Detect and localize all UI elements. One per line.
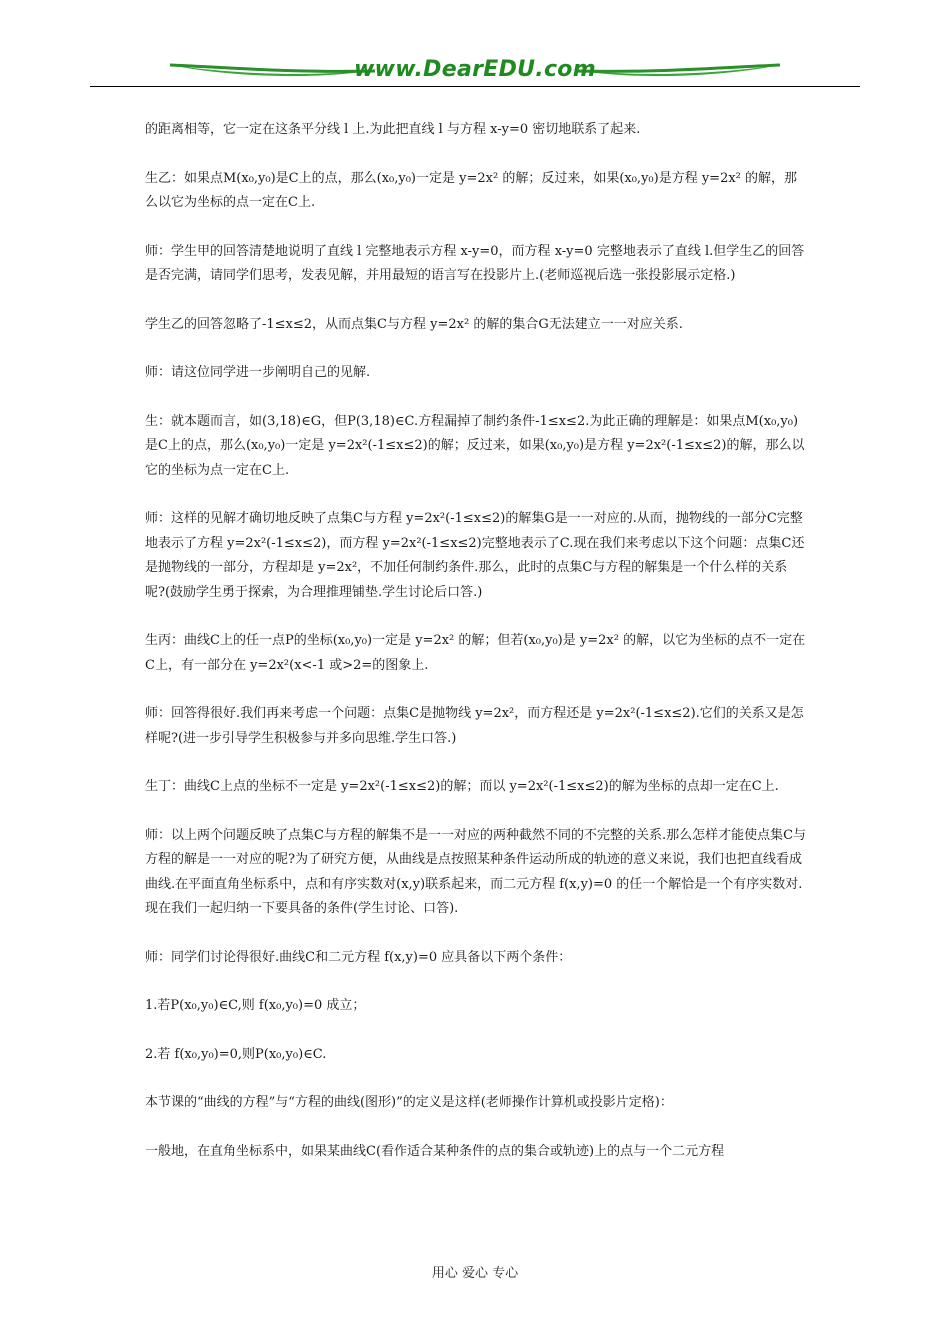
paragraph: 本节课的“曲线的方程”与“方程的曲线(图形)”的定义是这样(老师操作计算机或投影片定格)： [145,1095,673,1110]
header-divider [90,86,860,87]
site-logo-text: www.DearEDU.com [354,57,596,82]
list-item: 2.若 f(x₀,y₀)=0,则P(x₀,y₀)∈C. [145,1046,327,1062]
paragraph: 师：学生甲的回答清楚地说明了直线 l 完整地表示方程 x-y=0，而方程 x-y=0 完整地表示了直线 l.但学生乙的回答是否完满，请同学们思考，发表见解，并用最短的语言写在投影片上.(老师巡视后选一张投影展示定格.) [145,243,805,283]
paragraph: 生丙：曲线C上的任一点P的坐标(x₀,y₀)一定是 y=2x² 的解；但若(x₀,y₀)是 y=2x² 的解，以它为坐标的点不一定在C上，有一部分在 y=2x²(x<-1 或>2=的图象上. [145,633,806,673]
paragraph: 师：以上两个问题反映了点集C与方程的解集不是一一对应的两种截然不同的不完整的关系.那么怎样才能使点集C与方程的解是一一对应的呢?为了研究方便，从曲线是点按照某种条件运动所成的轨迹的意义来说，我们也把直线看成曲线.在平面直角坐标系中，点和有序实数对(x,y)联系起来，而二元方程 f(x,y)=0 的任一个解恰是一个有序实数对.现在我们一起归纳一下要具备的条件(学生讨论、口答). [145,827,807,916]
paragraph: 生：就本题而言，如(3,18)∈G，但P(3,18)∈C.方程漏掉了制约条件-1≤x≤2.为此正确的理解是：如果点M(x₀,y₀)是C上的点，那么(x₀,y₀)一定是 y=2x²(-1≤x≤2)的解；反过来，如果(x₀,y₀)是方程 y=2x²(-1≤x≤2)的解，那么以它的坐标为点一定在C上. [145,413,805,478]
paragraph: 师：这样的见解才确切地反映了点集C与方程 y=2x²(-1≤x≤2)的解集G是一一对应的.从而，抛物线的一部分C完整地表示了方程 y=2x²(-1≤x≤2)，而方程 y=2x²(-1≤x≤2)完整地表示了C.现在我们来考虑以下这个问题：点集C还是抛物线的一部分，方程却是 y=2x²，不加任何制约条件.那么，此时的点集C与方程的解集是一个什么样的关系呢?(鼓励学生勇于探索，为合理推理铺垫.学生讨论后口答.) [145,511,805,600]
paragraph: 师：同学们讨论得很好.曲线C和二元方程 f(x,y)=0 应具备以下两个条件： [145,949,572,965]
document-body [145,118,807,1164]
page-header [90,55,860,95]
page-footer: 用心 爱心 专心 [431,1266,519,1281]
list-item: 1.若P(x₀,y₀)∈C,则 f(x₀,y₀)=0 成立； [145,998,366,1013]
paragraph: 的距离相等，它一定在这条平分线 l 上.为此把直线 l 与方程 x-y=0 密切地联系了起来. [145,122,641,137]
paragraph: 生乙：如果点M(x₀,y₀)是C上的点，那么(x₀,y₀)一定是 y=2x² 的解；反过来，如果(x₀,y₀)是方程 y=2x² 的解，那么以它为坐标的点一定在C上. [145,170,798,210]
paragraph: 师：请这位同学进一步阐明自己的见解. [145,365,371,380]
paragraph: 生丁：曲线C上点的坐标不一定是 y=2x²(-1≤x≤2)的解；而以 y=2x²(-1≤x≤2)的解为坐标的点却一定在C上. [145,779,779,794]
paragraph: 一般地，在直角坐标系中，如果某曲线C(看作适合某种条件的点的集合或轨迹)上的点与一个二元方程 [145,1143,725,1159]
paragraph: 学生乙的回答忽略了-1≤x≤2，从而点集C与方程 y=2x² 的解的集合G无法建立一一对应关系. [145,316,683,332]
paragraph: 师：回答得很好.我们再来考虑一个问题：点集C是抛物线 y=2x²，而方程还是 y=2x²(-1≤x≤2).它们的关系又是怎样呢?(进一步引导学生积极参与并多向思维.学生口答.) [145,706,804,746]
